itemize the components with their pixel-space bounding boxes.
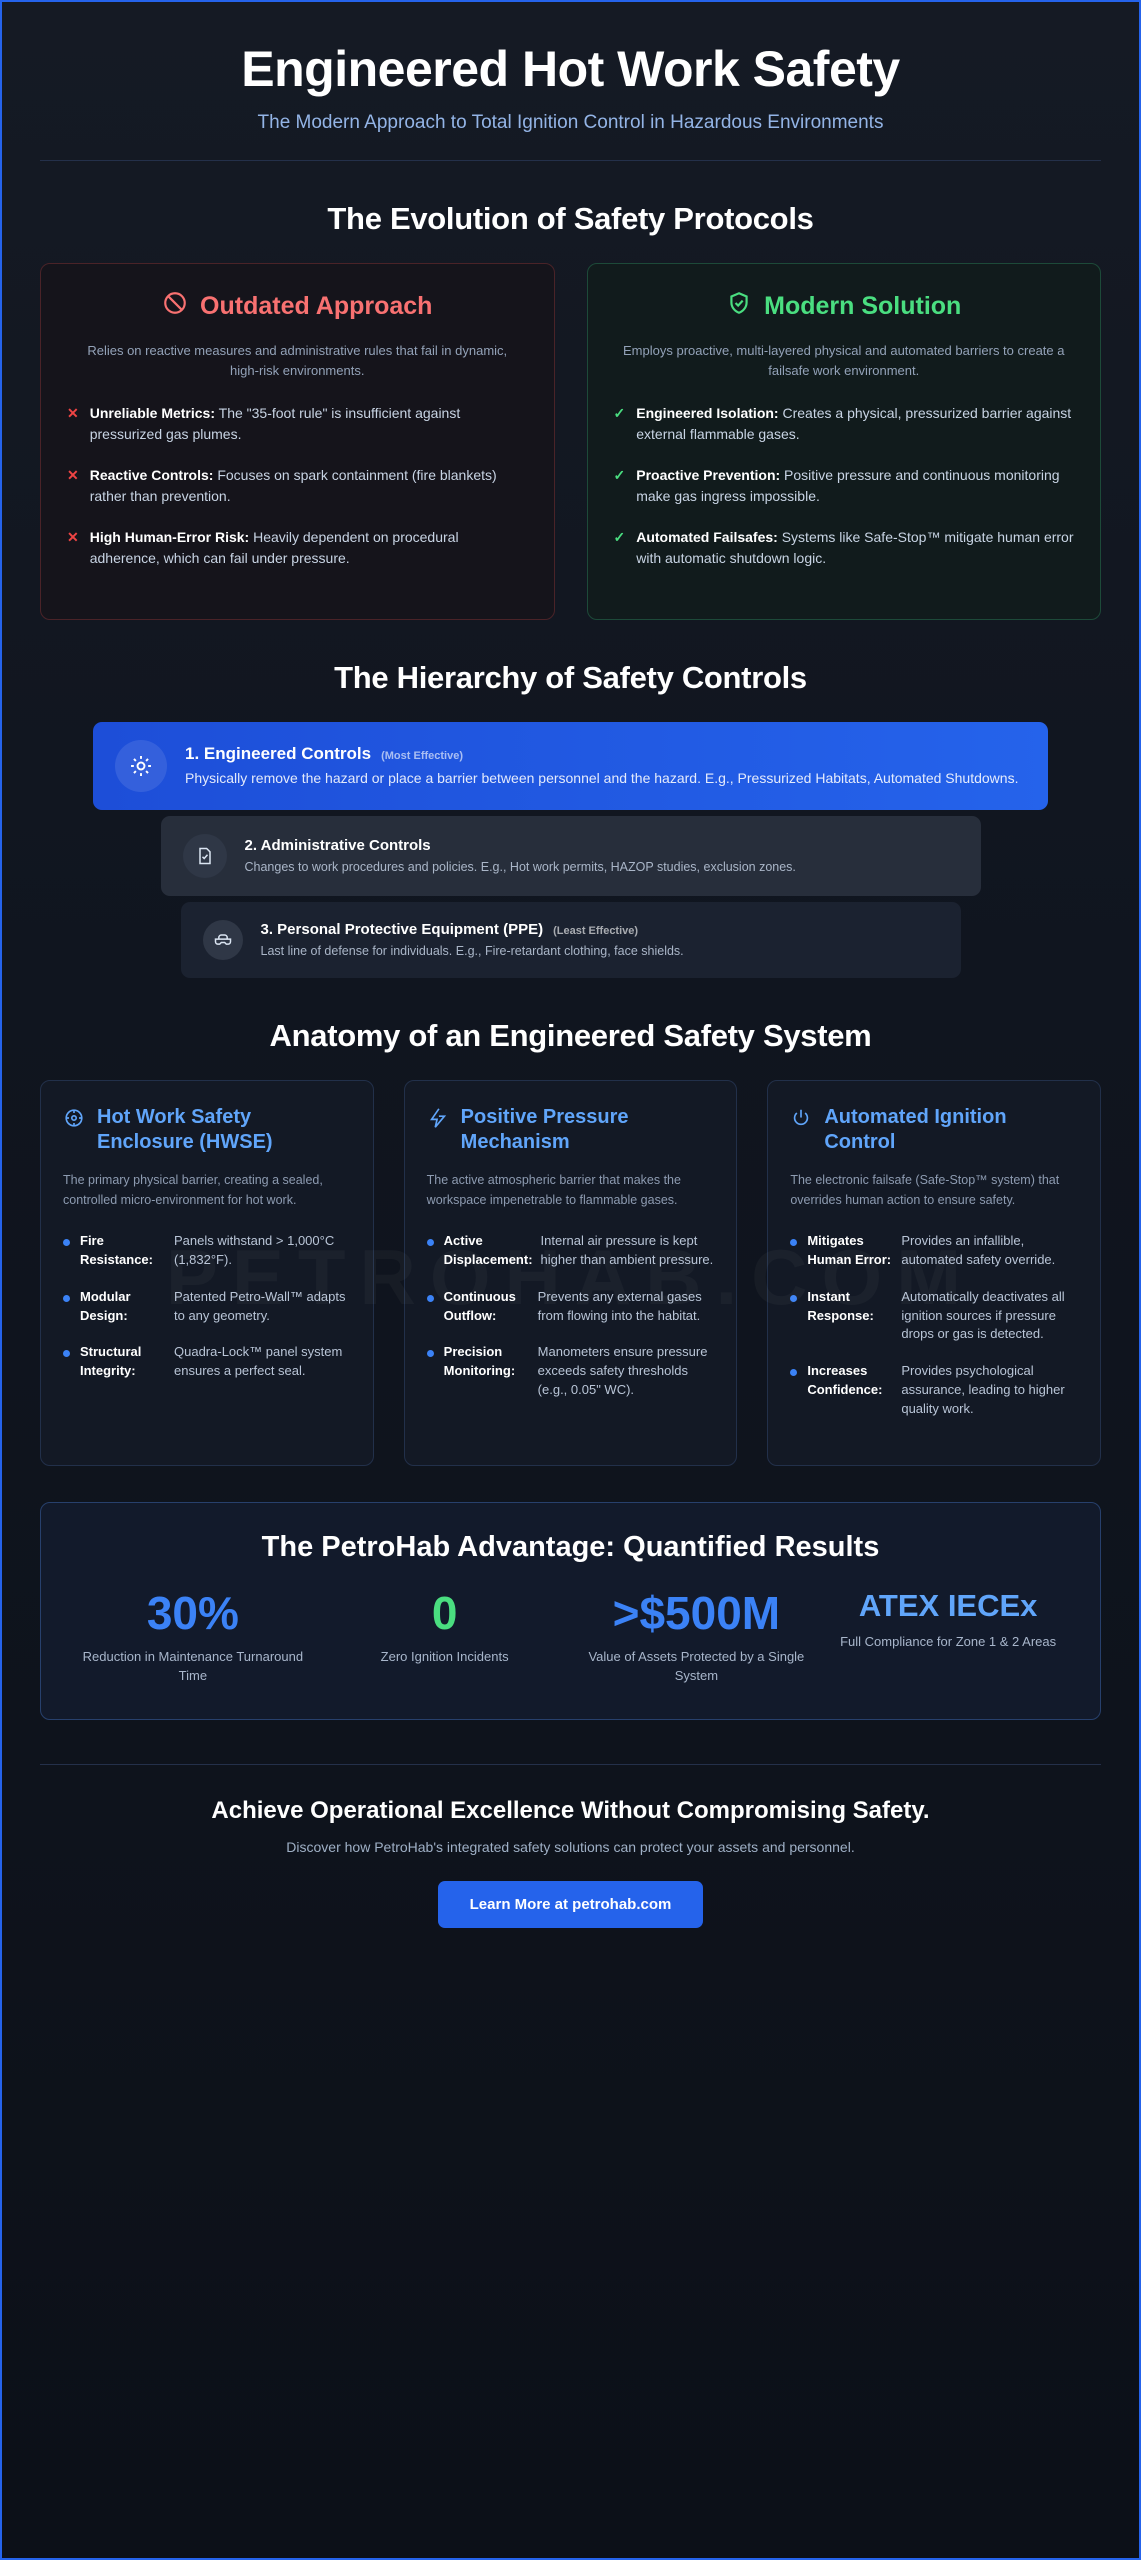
stat-value: ATEX IECEx [858, 1587, 1038, 1623]
x-mark-icon: ✕ [67, 405, 79, 422]
stat-incidents [319, 1586, 571, 1686]
item-term: Unreliable Metrics: [89, 405, 215, 422]
item-definition: Prevents any external gases from flowing into the habitat. [537, 1288, 702, 1323]
hierarchy-level-administrative [161, 816, 981, 896]
footer-subtext: Discover how PetroHab's integrated safety solutions can protect your assets and personnel. [286, 1839, 855, 1856]
stat-compliance [822, 1587, 1074, 1686]
item-term: Structural Integrity: [80, 1344, 142, 1379]
anatomy-card-header [63, 1105, 351, 1155]
anatomy-section [40, 1080, 1101, 1466]
modern-solution-heading [614, 290, 1075, 323]
anatomy-card-title: Automated Ignition Control [824, 1106, 1007, 1154]
section-title-evolution: The Evolution of Safety Protocols [327, 201, 814, 236]
item-definition: Provides psychological assurance, leading to higher quality work. [901, 1363, 1065, 1416]
item-term: Fire Resistance: [80, 1233, 153, 1267]
stats-section [40, 1502, 1101, 1721]
anatomy-card-list [63, 1232, 351, 1381]
item-term: Increases Confidence: [807, 1363, 883, 1398]
list-item [790, 1362, 1078, 1419]
item-text: Systems like Safe-Stop™ mitigate human error with automatic shutdown logic. [636, 529, 1074, 567]
stat-assets-protected [571, 1586, 823, 1686]
footer-headline: Achieve Operational Excellence Without Compromising Safety. [211, 1797, 930, 1825]
hierarchy-level-ppe [181, 902, 961, 978]
level-description: Last line of defense for individuals. E.g., Fire-retardant clothing, face shields. [260, 943, 684, 958]
stat-label: Value of Assets Protected by a Single System [588, 1648, 805, 1683]
item-definition: Manometers ensure pressure exceeds safety thresholds (e.g., 0.05" WC). [537, 1344, 708, 1398]
list-item [63, 1288, 351, 1326]
anatomy-card-title: Positive Pressure Mechanism [460, 1106, 629, 1154]
bullet-dot-icon [63, 1295, 70, 1302]
gear-icon [115, 740, 167, 792]
bullet-dot-icon [790, 1295, 797, 1302]
list-item [63, 1232, 351, 1270]
level-description: Physically remove the hazard or place a barrier between personnel and the hazard. E.g., Pressurized Habitats, Automated Shutdowns. [185, 770, 1019, 787]
anatomy-card-hwse [40, 1080, 374, 1466]
footer [40, 1764, 1101, 1928]
anatomy-card-intro: The primary physical barrier, creating a sealed, controlled micro-environment for hot work. [63, 1173, 323, 1207]
stat-turnaround [67, 1586, 319, 1686]
bullet-dot-icon [427, 1239, 434, 1246]
item-term: Reactive Controls: [89, 467, 214, 484]
item-term: Automated Failsafes: [636, 529, 778, 546]
item-text: Heavily dependent on procedural adherence, which can fail under pressure. [89, 529, 459, 567]
bullet-dot-icon [63, 1350, 70, 1357]
item-definition: Quadra-Lock™ panel system ensures a perfect seal. [174, 1344, 343, 1379]
anatomy-card-list [790, 1232, 1078, 1419]
stat-label: Zero Ignition Incidents [380, 1648, 509, 1664]
stats-title: The PetroHab Advantage: Quantified Results [261, 1530, 880, 1563]
stat-label: Full Compliance for Zone 1 & 2 Areas [840, 1633, 1057, 1649]
item-definition: Panels withstand > 1,000°C (1,832°F). [174, 1233, 335, 1267]
list-item [67, 465, 528, 507]
hierarchy-level-engineered [93, 722, 1048, 810]
list-item [614, 527, 1075, 569]
bullet-dot-icon [427, 1295, 434, 1302]
list-item [427, 1288, 715, 1326]
bullet-dot-icon [790, 1369, 797, 1376]
anatomy-card-intro: The active atmospheric barrier that makes the workspace impenetrable to flammable gases. [426, 1173, 681, 1207]
document-check-icon [183, 834, 227, 878]
modern-solution-list [614, 403, 1075, 569]
stat-value: >$500M [612, 1586, 781, 1639]
shield-check-icon [726, 290, 752, 323]
item-definition: Provides an infallible, automated safety override. [901, 1233, 1056, 1267]
outdated-approach-title: Outdated Approach [200, 292, 433, 320]
bolt-icon [427, 1107, 449, 1134]
item-definition: Internal air pressure is kept higher than ambient pressure. [540, 1233, 714, 1267]
level-title-text: 2. Administrative Controls [244, 836, 431, 854]
modern-solution-intro: Employs proactive, multi-layered physical and automated barriers to create a failsafe work environment. [623, 343, 1065, 379]
hierarchy-level-title [185, 744, 1018, 764]
list-item [614, 465, 1075, 507]
hierarchy-section [40, 722, 1101, 978]
header [40, 24, 1101, 161]
stat-label: Reduction in Maintenance Turnaround Time [82, 1648, 304, 1683]
item-text: Focuses on spark containment (fire blankets) rather than prevention. [89, 467, 497, 505]
check-mark-icon: ✓ [613, 405, 626, 422]
outdated-approach-heading [67, 290, 528, 323]
anatomy-card-list [427, 1232, 715, 1400]
item-text: The "35-foot rule" is insufficient against pressurized gas plumes. [89, 405, 461, 443]
page-subtitle: The Modern Approach to Total Ignition Control in Hazardous Environments [257, 112, 884, 133]
level-tag: (Most Effective) [381, 750, 463, 763]
item-term: Active Displacement: [443, 1233, 533, 1267]
item-term: Instant Response: [807, 1288, 874, 1323]
stat-value: 0 [431, 1586, 458, 1639]
item-term: Continuous Outflow: [443, 1288, 516, 1323]
item-term: Proactive Prevention: [636, 467, 781, 484]
list-item [427, 1232, 715, 1270]
list-item [614, 403, 1075, 445]
outdated-approach-card [40, 263, 555, 620]
item-term: Engineered Isolation: [636, 405, 779, 422]
modern-solution-card [587, 263, 1102, 620]
learn-more-button[interactable]: Learn More at petrohab.com [438, 1881, 704, 1928]
list-item [67, 527, 528, 569]
list-item [790, 1288, 1078, 1345]
item-definition: Patented Petro-Wall™ adapts to any geometry. [174, 1288, 346, 1323]
list-item [63, 1343, 351, 1381]
page-title: Engineered Hot Work Safety [241, 41, 900, 97]
item-term: High Human-Error Risk: [89, 529, 250, 546]
comparison-section [40, 263, 1101, 620]
stats-row [67, 1586, 1074, 1686]
anatomy-card-positive-pressure [404, 1080, 738, 1466]
outdated-approach-intro: Relies on reactive measures and administrative rules that fail in dynamic, high-risk environments. [87, 343, 508, 379]
item-term: Precision Monitoring: [443, 1344, 516, 1379]
level-tag: (Least Effective) [553, 924, 639, 937]
bullet-dot-icon [427, 1350, 434, 1357]
check-mark-icon: ✓ [613, 467, 626, 484]
target-icon [63, 1107, 85, 1134]
anatomy-card-ignition-control [767, 1080, 1101, 1466]
check-mark-icon: ✓ [613, 529, 626, 546]
list-item [427, 1343, 715, 1400]
level-title-text: 1. Engineered Controls [185, 744, 372, 764]
item-term: Mitigates Human Error: [807, 1233, 892, 1267]
prohibited-icon [162, 290, 188, 323]
list-item [790, 1232, 1078, 1270]
x-mark-icon: ✕ [67, 529, 79, 546]
power-icon [790, 1107, 812, 1134]
anatomy-card-title: Hot Work Safety Enclosure (HWSE) [97, 1106, 273, 1154]
anatomy-card-header [427, 1105, 715, 1155]
item-term: Modular Design: [80, 1288, 131, 1323]
bullet-dot-icon [63, 1239, 70, 1246]
section-title-hierarchy: The Hierarchy of Safety Controls [334, 660, 807, 696]
hierarchy-level-title [261, 921, 684, 938]
modern-solution-title: Modern Solution [764, 292, 962, 320]
outdated-approach-list [67, 403, 528, 569]
anatomy-card-header [790, 1105, 1078, 1155]
section-title-anatomy: Anatomy of an Engineered Safety System [269, 1018, 872, 1054]
anatomy-card-intro: The electronic failsafe (Safe-Stop™ system) that overrides human action to ensure safety. [790, 1173, 1060, 1207]
x-mark-icon: ✕ [67, 467, 79, 484]
goggles-icon [203, 920, 243, 960]
item-text: Creates a physical, pressurized barrier against external flammable gases. [636, 405, 1072, 443]
bullet-dot-icon [790, 1239, 797, 1246]
item-text: Positive pressure and continuous monitoring make gas ingress impossible. [636, 467, 1060, 505]
item-definition: Automatically deactivates all ignition sources if pressure drops or gas is detected. [901, 1288, 1065, 1342]
stat-value: 30% [146, 1586, 239, 1639]
list-item [67, 403, 528, 445]
level-title-text: 3. Personal Protective Equipment (PPE) [260, 920, 544, 938]
hierarchy-level-title [245, 837, 796, 854]
level-description: Changes to work procedures and policies. E.g., Hot work permits, HAZOP studies, exclusion zones. [244, 859, 796, 874]
